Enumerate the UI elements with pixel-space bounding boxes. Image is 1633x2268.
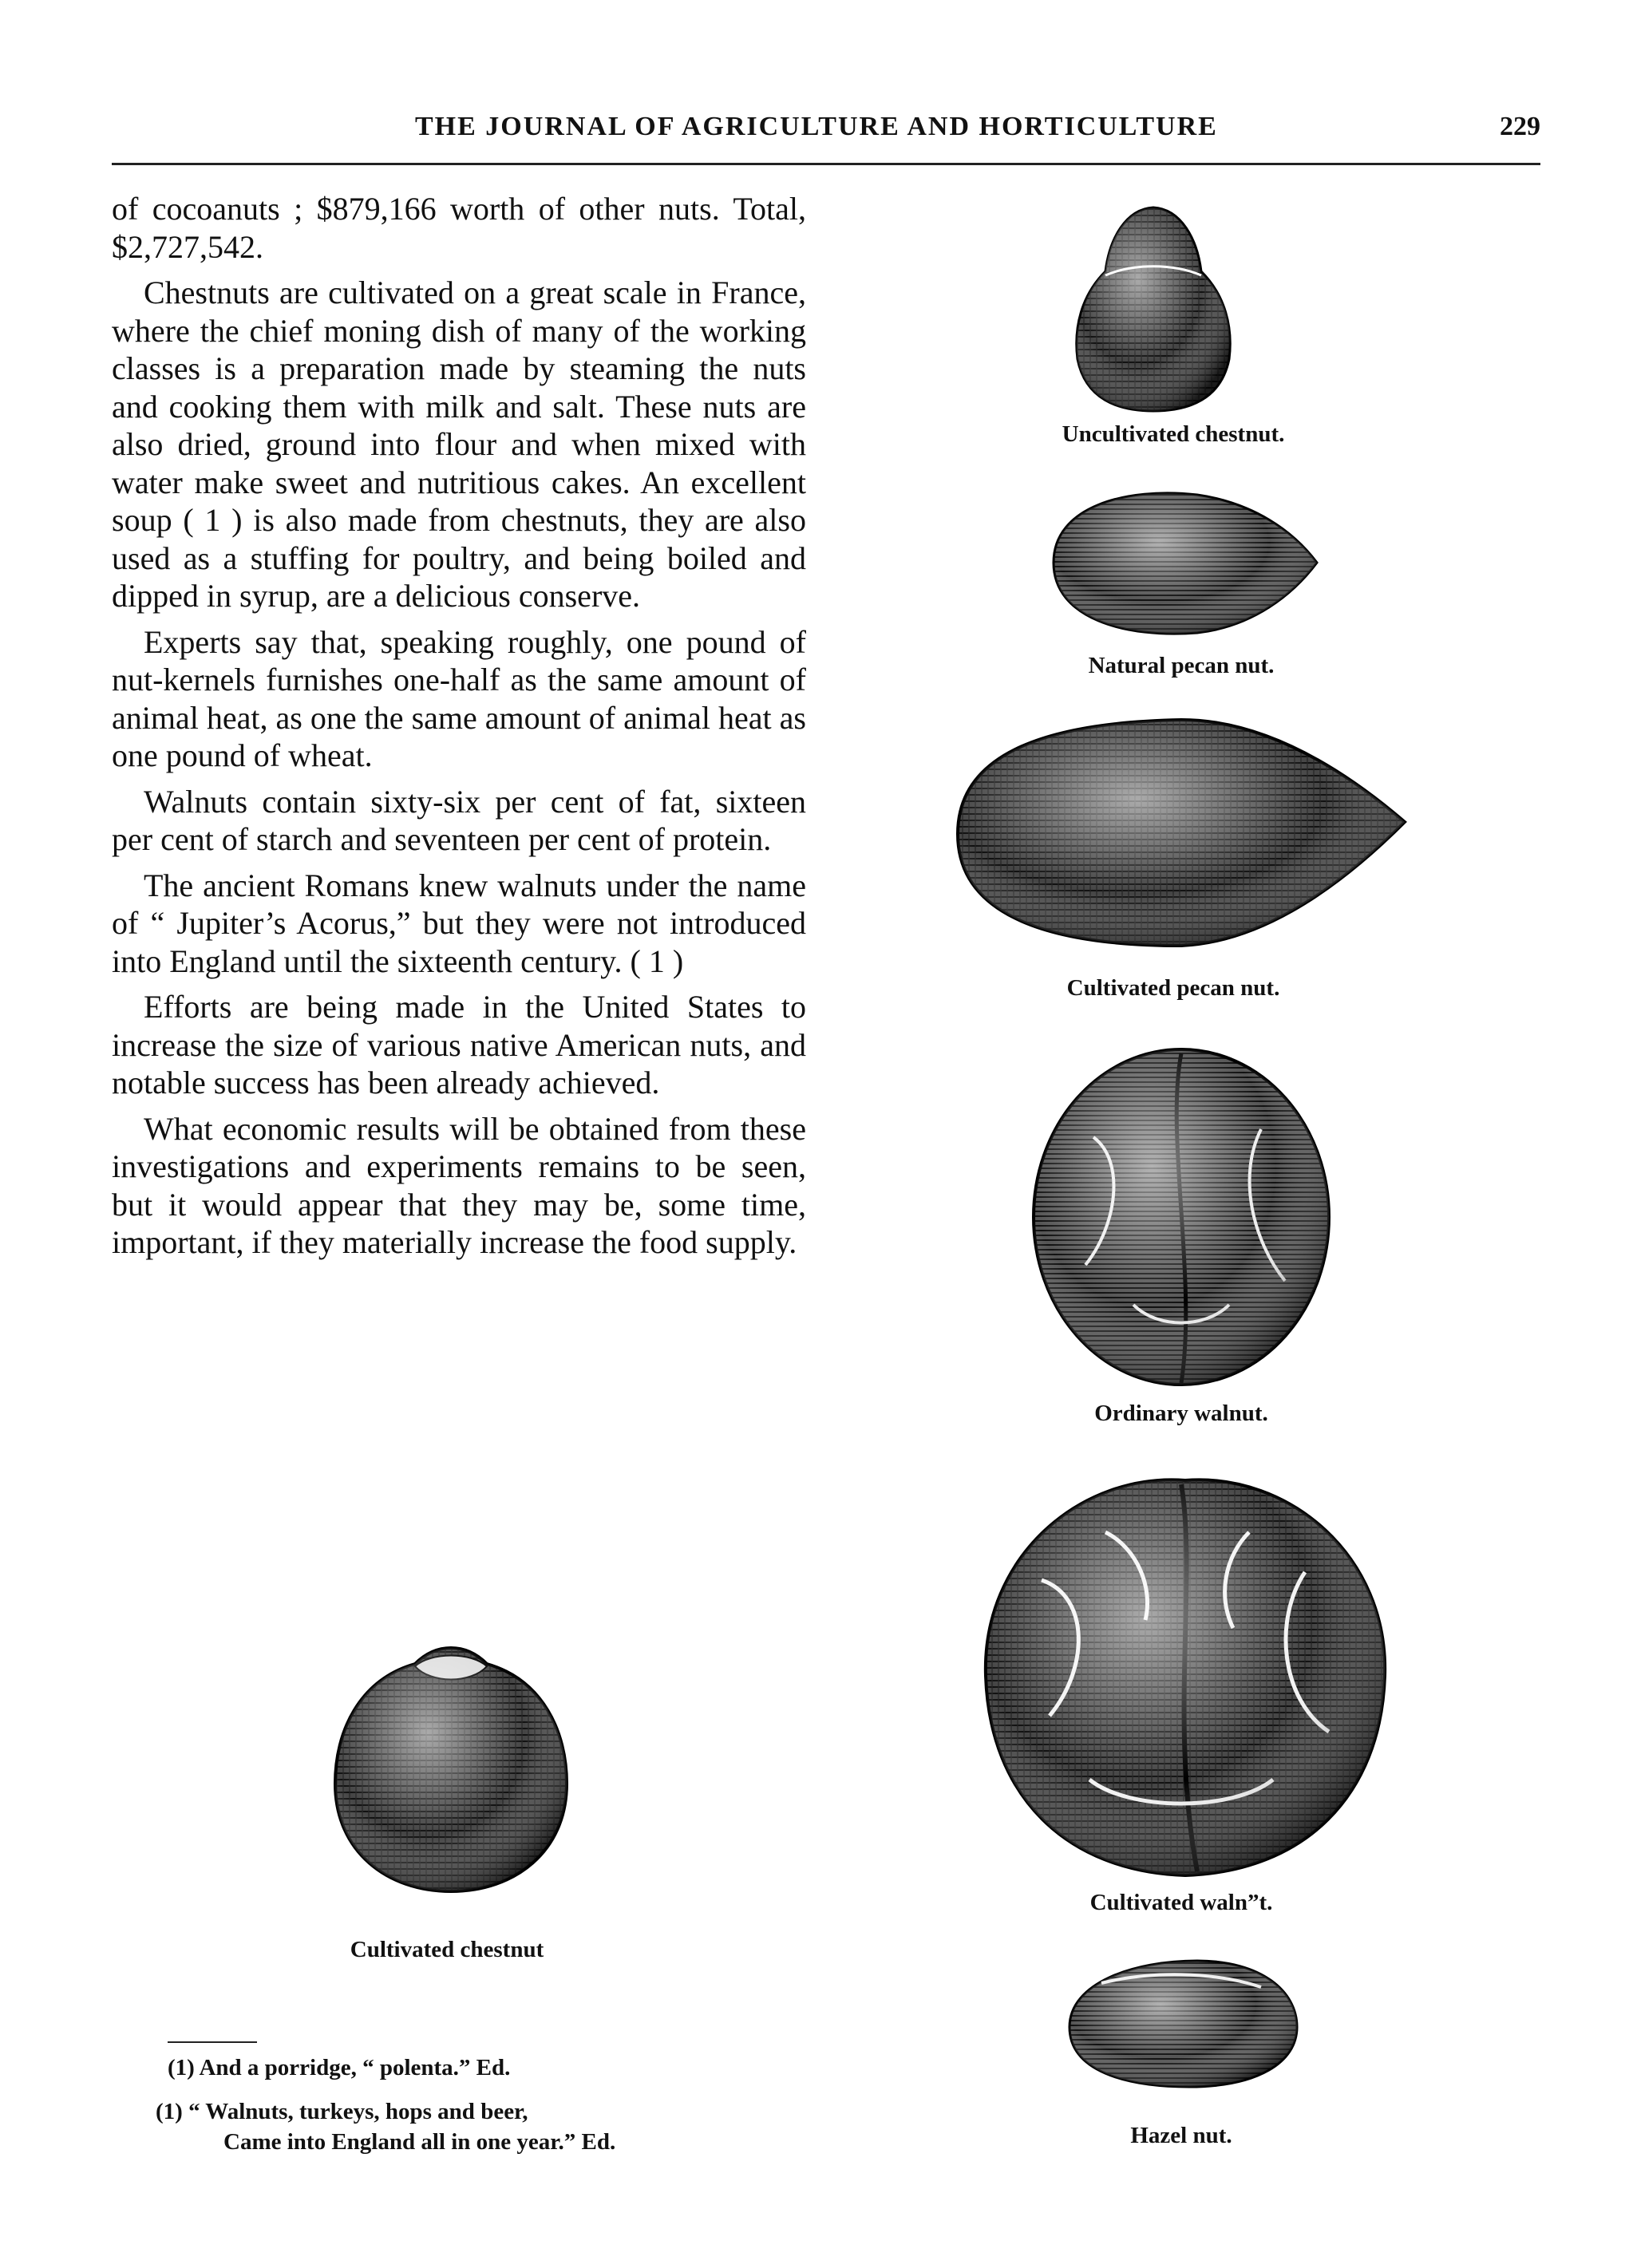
footnote-1: (1) And a porridge, “ polenta.” Ed. (168, 2055, 511, 2080)
cultivated-chestnut-illustration (327, 1636, 575, 1899)
ordinary-walnut-illustration (1022, 1041, 1341, 1393)
natural-pecan-illustration (1038, 483, 1325, 642)
paragraph: Walnuts contain sixty-six per cent of fat, sixteen per cent of starch and seventeen per cent of protein. (112, 783, 806, 857)
caption-hazel-nut: Hazel nut. (1130, 2123, 1232, 2148)
paragraph: What economic results will be obtained from these investigations and experiments remains to be seen, but it would appear that they may be, some time, important, if they materially increase the food supply. (112, 1110, 806, 1260)
caption-natural-pecan: Natural pecan nut. (1088, 653, 1275, 678)
caption-cultivated-pecan: Cultivated pecan nut. (1066, 975, 1280, 1001)
paragraph: Chestnuts are cultivated on a great scale in France, where the chief moning dish of many of the working classes is a preparation made by steaming the nuts and cooking them with milk and salt. These nuts are also dried, ground into flour and when mixed with water make sweet and nutritious cakes. An excellent soup ( 1 ) is also made from chestnuts, they are also used as a stuffing for poultry, and being boiled and dipped in syrup, are a delicious conserve. (112, 275, 806, 614)
cultivated-walnut-illustration (970, 1460, 1401, 1883)
paragraph: Efforts are being made in the United States to increase the size of various native American nuts, and notable success has been already achieved. (112, 989, 806, 1100)
footnote-2-line-1: (1) “ Walnuts, turkeys, hops and beer, (156, 2099, 528, 2124)
paragraph: Experts say that, speaking roughly, one pound of nut-kernels furnishes one-half as the same amount of animal heat, as one the same amount of animal heat as one pound of wheat. (112, 623, 806, 773)
hazel-nut-illustration (1054, 1951, 1309, 2095)
caption-uncultivated-chestnut: Uncultivated chestnut. (1062, 421, 1285, 447)
article-body (112, 190, 806, 1270)
running-header (112, 112, 1540, 153)
caption-ordinary-walnut: Ordinary walnut. (1094, 1401, 1268, 1426)
cultivated-pecan-illustration (934, 702, 1413, 966)
journal-title: THE JOURNAL OF AGRICULTURE AND HORTICULTURE (415, 112, 1218, 141)
paragraph: The ancient Romans knew walnuts under the name of “ Jupiter’s Acorus,” but they were not introduced into England until the sixteenth century. ( 1 ) (112, 867, 806, 979)
page-number: 229 (1500, 112, 1540, 141)
caption-cultivated-walnut: Cultivated waln”t. (1089, 1890, 1273, 1915)
paragraph: of cocoanuts ; $879,166 worth of other nuts. Total, $2,727,542. (112, 191, 806, 265)
uncultivated-chestnut-illustration (1062, 200, 1245, 415)
header-rule (112, 163, 1540, 165)
footnote-2-line-2: Came into England all in one year.” Ed. (223, 2129, 616, 2155)
caption-cultivated-chestnut: Cultivated chestnut (350, 1937, 544, 1962)
footnote-rule (168, 2041, 257, 2043)
